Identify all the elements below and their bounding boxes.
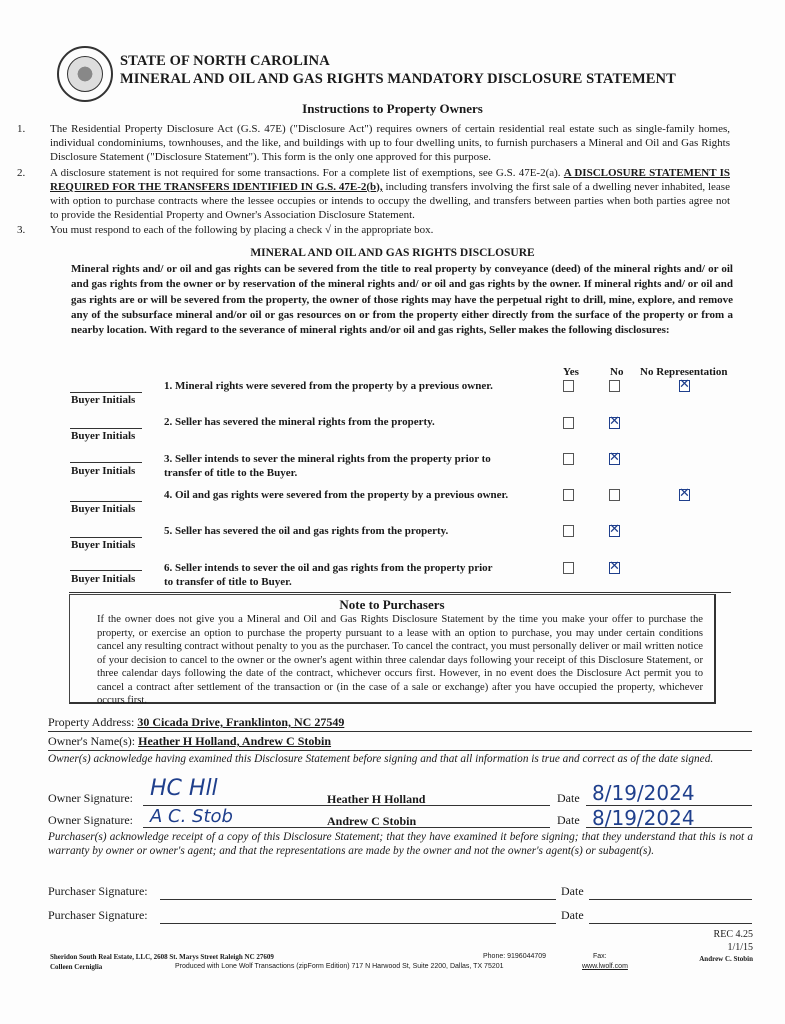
q4-no-representation-checkbox[interactable] [679,489,690,501]
owner-signature-2-handwriting: A C. Stob [150,806,233,827]
column-header-no: No [610,366,624,378]
lwolf-website-link[interactable]: www.lwolf.com [582,963,628,970]
form-date: 1/1/15 [727,942,753,953]
file-name: Andrew C. Stobin [699,955,753,963]
nc-seal-icon [57,46,113,102]
instructions-list [17,122,730,239]
q6-no-checkbox[interactable] [609,562,620,574]
owner-1-printed-name: Heather H Holland [327,792,426,806]
buyer-initials-field[interactable] [70,392,142,393]
disclosure-form-page: STATE OF NORTH CAROLINA MINERAL AND OIL AND GAS RIGHTS MANDATORY DISCLOSURE STATEMENT Instructions to Property Owners 1. The Residential Property Disclosure Act (G.S. 47E) ("Disclosure Act") requires owners of certain residential real estate such as single-family homes, individual condominiums, townhouses, and the like, and buildings with up to four dwelling units, to furnish purchasers a Mineral and Oil and Gas Rights Disclosure Statement ("Disclosure Statement"). This form is the only one approved for this purpose. 2. A disclosure statement is not required for some transactions. For a complete list of exemptions, see G.S. 47E-2(a). A DISCLOSURE STATEMENT IS REQUIRED FOR THE TRANSFERS IDENTIFIED IN G.S. 47E-2(b), including transfers involving the first sale of a dwelling never inhabited, lease with option to purchase contracts where the lessee occupies or intends to occupy the dwelling, and transfers between parties when both parties agree not to provide the Residential Property and Owner's Association Disclosure Statement. 3. You must respond to each of the following by placing a check √ in the appropriate box. MINERAL AND OIL AND GAS RIGHTS DISCLOSURE Mineral rights and/ or oil and gas rights can be severed from the title to real property by conveyance (deed) of the mineral rights and/ or oil and gas rights from the owner or by reservation of the mineral rights and/ or oil and gas rights by the owner. If mineral rights and/ or oil and gas rights are or will be severed from the property, the owner of those rights may have the perpetual right to drill, mine, explore, and remove any of the subsurface mineral and/or oil or gas resources on or from the property either directly from the surface of the property or from a nearby location. With regard to the severance of mineral rights and/or oil and gas rights, Seller makes the following disclosures: Yes No No Representation Buyer Initials 1. Mineral rights were severed from the property by a previous owner. ✕ Buyer Initials 2. Seller has severed the mineral rights from the property. ✕ Buyer Initials 3. Seller intends to sever the mineral rights from the property prior to transfer of title to the Buyer. ✕ Buyer Initials 4. Oil and gas rights were severed from the property by a previous owner. ✕ Buyer Initials 5. Seller has severed the oil and gas rights from the property. ✕ Buyer Initials 6. Seller intends to sever the oil and gas rights from the property prior to transfer of title to Buyer. ✕ Note to Purchasers If the owner does not give you a Mineral and Oil and Gas Rights Disclosure Statement by the time you make your offer to purchase the property, or exercise an option to purchase the property pursuant to a lease with an option to purchase, you may under certain conditions cancel any resulting contract without penalty to you as the purchaser. To cancel the contract, you must personally deliver or mail written notice of your decision to cancel to the owner or the owner's agent within three calendar days following your receipt of this Disclosure Statement, or three calendar days following the date of the contract, whichever occurs first. However, in no event does the Disclosure Act permit you to cancel a contract after settlement of the transaction or (in the case of a sale or exchange) after you have occupied the property, whichever occurs first. Property Address: 30 Cicada Drive, Franklinton, NC 27549 Owner's Name(s): Heather H Holland, Andrew C Stobin Owner(s) acknowledge having examined this Disclosure Statement before signing and that all information is true and correct as of the date signed. Owner Signature: HC Hll Heather H Holland Date 8/19/2024 Owner Signature: A C. Stob Andrew C Stobin Date 8/19/2024 Purchaser(s) acknowledge receipt of a copy of this Disclosure Statement; that they have examined it before signing; that they understand that this is not a warranty by owner or owner's agent; and that the representations are made by the owner and not the owner's agent(s) or subagent(s). Purchaser Signature: Date Purchaser Signature: Date REC 4.25 1/1/15 Andrew C. Stobin Sheridon South Real Estate, LLC, 2608 St. Marys Street Raleigh NC 27609 Colleen Cerniglia Phone: 9196044709 Fax: Produced with Lone Wolf Transactions (zipForm Edition) 717 N Harwood St, Suite 2200, Dallas, TX 75201 www.lwolf.com [0,0,785,1024]
instruction-item: 2. A disclosure statement is not required for some transactions. For a complete list of exemptions, see G.S. 47E-2(a). A DISCLOSURE STATEMENT IS REQUIRED FOR THE TRANSFERS IDENTIFIED IN G.S. 47E-2(b), including transfers involving the first sale of a dwelling never inhabited, lease with option to purchase contracts where the lessee occupies or intends to occupy the dwelling, and transfers between parties when both parties agree not to provide the Residential Property and Owner's Association Disclosure Statement. [17,166,730,222]
buyer-initials-field[interactable] [70,462,142,463]
purchaser-signature-label: Purchaser Signature: [48,884,148,898]
purchaser-date-2-line[interactable] [589,923,752,924]
q1-no-representation-checkbox[interactable] [679,380,690,392]
q2-yes-checkbox[interactable] [563,417,574,429]
phone-number: Phone: 9196044709 [483,953,547,960]
owner-2-printed-name: Andrew C Stobin [327,814,417,828]
form-code: REC 4.25 [713,929,753,940]
fax-number: Fax: [593,953,607,960]
owners-name-field: Owner's Name(s): Heather H Holland, Andrew C Stobin [48,734,332,748]
note-title: Note to Purchasers [339,597,445,612]
purchaser-signature-label: Purchaser Signature: [48,908,148,922]
q2-no-checkbox[interactable] [609,417,620,429]
purchaser-date-1-line[interactable] [589,899,752,900]
note-to-purchasers-box [69,594,716,704]
q1-yes-checkbox[interactable] [563,380,574,392]
owners-name-value[interactable]: Heather H Holland, Andrew C Stobin [138,734,332,748]
column-header-no-representation: No Representation [640,366,728,378]
owner-signature-1-handwriting: HC Hll [150,776,218,801]
q1-no-checkbox[interactable] [609,380,620,392]
agent-name: Colleen Cerniglia [50,963,103,971]
owner-signature-label: Owner Signature: [48,813,133,827]
buyer-initials-field[interactable] [70,570,142,571]
disclosure-section-title: MINERAL AND OIL AND GAS RIGHTS DISCLOSURE [250,247,535,259]
required-transfers-emphasis: A DISCLOSURE STATEMENT IS REQUIRED FOR THE TRANSFERS IDENTIFIED IN G.S. 47E-2(b), [50,166,730,193]
owner-date-2-value: 8/19/2024 [592,806,695,830]
instruction-item: 1. The Residential Property Disclosure Act (G.S. 47E) ("Disclosure Act") requires owners of certain residential real estate such as single-family homes, individual condominiums, townhouses, and the like, and buildings with up to four dwelling units, to furnish purchasers a Mineral and Oil and Gas Rights Disclosure Statement ("Disclosure Statement"). This form is the only one approved for this purpose. [17,123,730,164]
q3-yes-checkbox[interactable] [563,453,574,465]
q5-yes-checkbox[interactable] [563,525,574,537]
purchaser-signature-2-line[interactable] [160,923,556,924]
form-title-state: STATE OF NORTH CAROLINA [120,53,330,69]
owner-date-1-value: 8/19/2024 [592,781,695,805]
q4-yes-checkbox[interactable] [563,489,574,501]
instructions-title: Instructions to Property Owners [302,101,483,116]
q6-yes-checkbox[interactable] [563,562,574,574]
column-header-yes: Yes [563,366,579,378]
disclosure-section-body: Mineral rights and/ or oil and gas rights can be severed from the title to real property by conveyance (deed) of the mineral rights and/ or oil and gas rights from the owner or by reservation of the mineral rights and/ or oil and gas rights by the owner. If mineral rights and/ or oil and gas rights are or will be severed from the property, the owner of those rights may have the perpetual right to drill, mine, explore, and remove any of the subsurface mineral and/or oil or gas resources on or from the property either directly from the surface of the property or from a nearby location. With regard to the severance of mineral rights and/or oil and gas rights, Seller makes the following disclosures: [71,263,733,337]
buyer-initials-field[interactable] [70,428,142,429]
section-divider [69,592,731,593]
buyer-initials-field[interactable] [70,537,142,538]
owner-signature-label: Owner Signature: [48,791,133,805]
property-address-field: Property Address: 30 Cicada Drive, Franklinton, NC 27549 [48,715,345,729]
buyer-initials-field[interactable] [70,501,142,502]
q3-no-checkbox[interactable] [609,453,620,465]
form-title: MINERAL AND OIL AND GAS RIGHTS MANDATORY DISCLOSURE STATEMENT [120,71,676,87]
purchaser-acknowledgement: Purchaser(s) acknowledge receipt of a copy of this Disclosure Statement; that they have examined it before signing; that they understand that this is not a warranty by owner or owner's agent; and that the representations are made by the owner and not the owner's agent(s) or subagent(s). [48,831,753,857]
produced-with: Produced with Lone Wolf Transactions (zipForm Edition) 717 N Harwood St, Suite 2200, Dallas, TX 75201 [175,963,504,970]
purchaser-signature-1-line[interactable] [160,899,556,900]
q5-no-checkbox[interactable] [609,525,620,537]
note-body: If the owner does not give you a Mineral and Oil and Gas Rights Disclosure Statement by the time you make your offer to purchase the property, or exercise an option to purchase the property pursuant to a lease with an option to purchase, you may under certain conditions cancel any resulting contract without penalty to you as the purchaser. To cancel the contract, you must personally deliver or mail written notice of your decision to cancel to the owner or the owner's agent within three calendar days following your receipt of this Disclosure Statement, or three calendar days following the date of the contract, whichever occurs first. However, in no event does the Disclosure Act permit you to cancel a contract after settlement of the transaction or (in the case of a sale or exchange) after you have occupied the property, whichever occurs first. [97,614,703,706]
property-address-value[interactable]: 30 Cicada Drive, Franklinton, NC 27549 [137,715,345,729]
q4-no-checkbox[interactable] [609,489,620,501]
owner-acknowledgement: Owner(s) acknowledge having examined this Disclosure Statement before signing and that all information is true and correct as of the date signed. [48,753,714,765]
instruction-item: 3. You must respond to each of the following by placing a check √ in the appropriate box. [17,224,434,237]
brokerage-info: Sheridon South Real Estate, LLC, 2608 St. Marys Street Raleigh NC 27609 [50,953,274,961]
